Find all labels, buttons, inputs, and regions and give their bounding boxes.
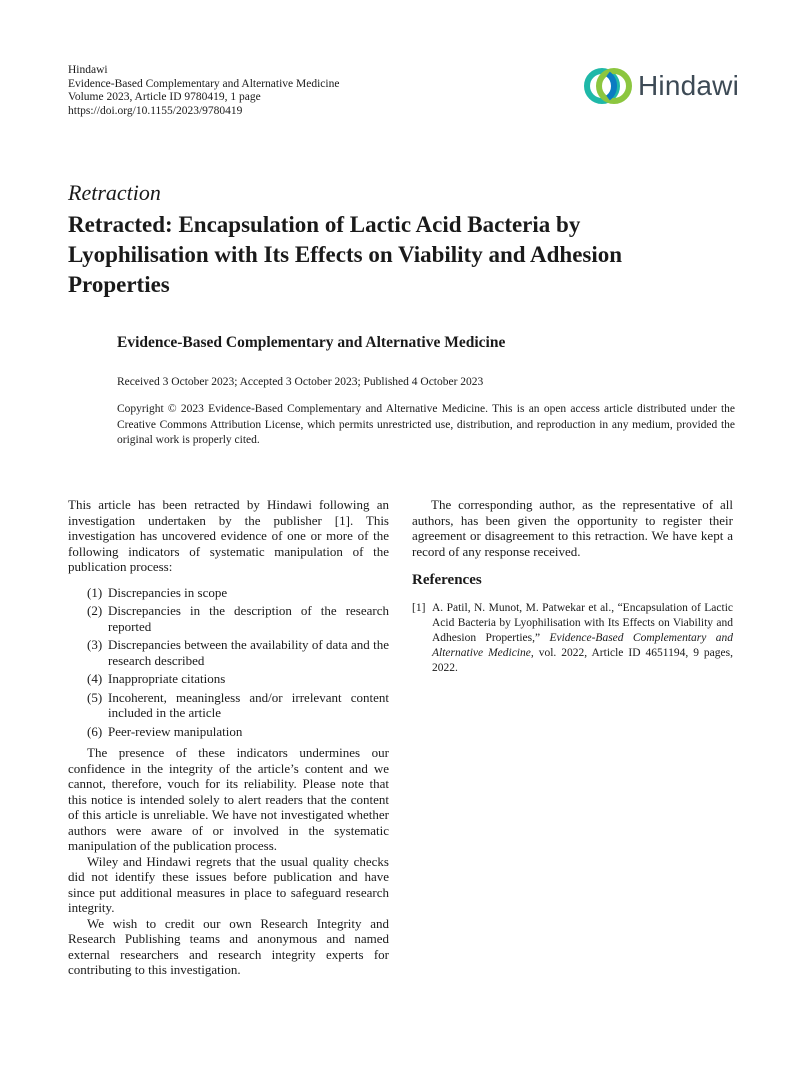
copyright-notice: Copyright © 2023 Evidence-Based Complementary and Alternative Medicine. This is an open access article distributed under the Creative Commons Attribution License, which permits unrestricted use, distribution, and reproduction in any medium, provided the original work is properly cited. <box>117 403 735 446</box>
indicator-list <box>68 585 389 740</box>
body-left-column <box>68 497 389 978</box>
article-metadata <box>68 64 339 118</box>
reference-number: [1] <box>412 601 426 614</box>
list-item: (6) Peer-review manipulation <box>87 723 243 739</box>
article-type: Retraction <box>68 180 161 205</box>
reference-item: [1] A. Patil, N. Munot, M. Patwekar et al., “Encapsulation of Lactic Acid Bacteria by Lyophilisation with Its Effects on Viability and Adhesion Properties,” Evidence-Based Complementary and Alternative Medicine, vol. 2022, Article ID 4651194, 9 pages, 2022. <box>412 601 733 674</box>
wiley-paragraph: Wiley and Hindawi regrets that the usual quality checks did not identify these issues before publication and have since put additional measures in place to safeguard research integrity. <box>68 853 389 915</box>
volume-info: Volume 2023, Article ID 9780419, 1 page <box>68 91 261 103</box>
body-right-column <box>412 497 733 676</box>
intro-paragraph: This article has been retracted by Hindawi following an investigation undertaken by the publisher [1]. This investigation has uncovered evidence of one or more of the following indicators of systematic manipulation of the publication process: <box>68 497 389 574</box>
presence-paragraph: The presence of these indicators undermines our confidence in the integrity of the article’s content and we cannot, therefore, vouch for its reliability. Please note that this notice is intended solely to alert readers that the content of this article is unreliable. We have not investigated whether authors were aware of or involved in the systematic manipulation of the publication process. <box>68 745 389 853</box>
hindawi-logo <box>582 64 742 110</box>
article-author: Evidence-Based Complementary and Alternative Medicine <box>117 334 506 351</box>
credit-paragraph: We wish to credit our own Research Integrity and Research Publishing teams and anonymous and named external researchers and research integrity experts for contributing to this investigation. <box>68 915 389 977</box>
journal-name: Evidence-Based Complementary and Alternative Medicine <box>68 77 340 90</box>
list-item: (2) Discrepancies in the description of the research reported <box>87 603 389 634</box>
list-item: (1) Discrepancies in scope <box>87 584 228 600</box>
publication-dates: Received 3 October 2023; Accepted 3 October 2023; Published 4 October 2023 <box>117 376 484 388</box>
publisher-name: Hindawi <box>68 64 108 76</box>
hindawi-logo-icon <box>582 64 638 108</box>
list-item: (4) Inappropriate citations <box>87 671 226 686</box>
reference-journal: Evidence-Based Complementary and Alternative Medicine, <box>432 631 733 659</box>
article-title: Retracted: Encapsulation of Lactic Acid Bacteria by Lyophilisation with Its Effects on Viability and Adhesion Properties <box>68 212 623 297</box>
references-heading: References <box>412 572 482 588</box>
list-item: (5) Incoherent, meaningless and/or irrelevant content included in the article <box>87 689 389 720</box>
list-item: (3) Discrepancies between the availability of data and the research described <box>87 637 389 668</box>
hindawi-logo-text: Hindawi <box>638 70 739 101</box>
author-paragraph: The corresponding author, as the representative of all authors, has been given the opportunity to register their agreement or disagreement to this retraction. We have kept a record of any response received. <box>412 497 733 559</box>
doi-link[interactable]: https://doi.org/10.1155/2023/9780419 <box>68 104 243 117</box>
